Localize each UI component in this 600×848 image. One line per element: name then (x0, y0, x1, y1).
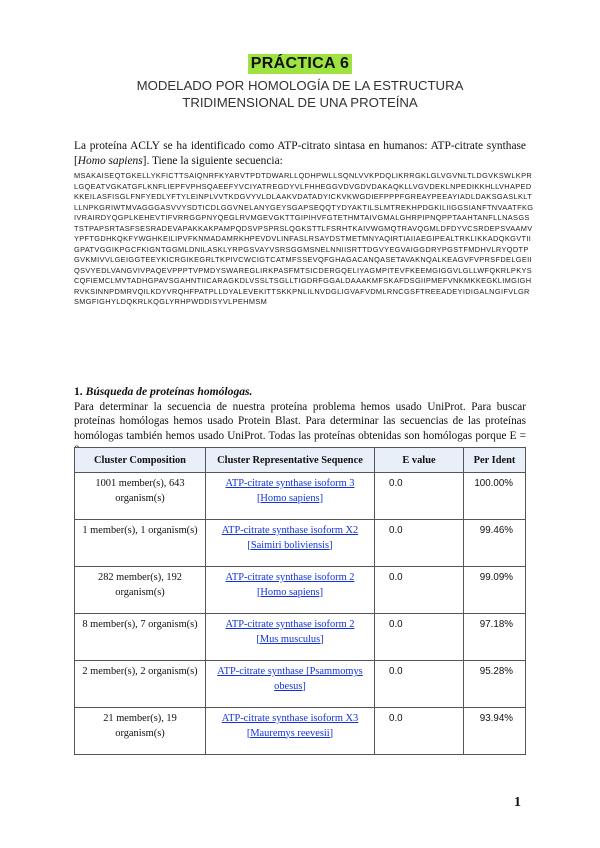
header-per-ident: Per Ident (464, 448, 526, 473)
cell-composition: 1001 member(s), 643 organism(s) (75, 473, 206, 520)
page-title: PRÁCTICA 6 (248, 54, 352, 74)
section-title: Búsqueda de proteínas homólogas. (85, 385, 253, 398)
sequence-species[interactable]: obesus] (274, 680, 306, 692)
cell-evalue: 0.0 (375, 708, 464, 755)
sequence-name[interactable]: ATP-citrate synthase isoform X2 (221, 525, 359, 536)
cell-ident: 97.18% (464, 614, 526, 661)
protein-sequence: MSAKAISEQTGKELLYKFICTTSAIQNRFKYARVTPDTDWARLLQDHPWLLSQNLVVKPDQLIKRRGKLGLVGVNLTLDGVKSWLKPRLGQEATVGKATGFLKNFLIEPFVPHSQAEEFYVCIYATREGDYVLFHHEGGVDVGDVDAKAQKLLVGVDEKLNPEDIKKHLLVHAPEDKKEILASFISGLFNFYEDLYFTYLEINPLVVTKDGVYVLDLAAKVDATADYICKVKWGDIEFPPPFGREAYPEEAYIADLDAKSGASLKLTLLNPKGRIWTMVAGGGASVVYSDTICDLGGVNELANYGEYSGAPSEQQTYDYAKTILSLMTREKHPDGKILIIGGSIANFTNVAATFKGIVRAIRDYQGPLKEHEVTIFVRRGGPNYQEGLRVMGEVGKTTGIPIHVFGTETHMTAIVGMALGHRPIPNQPPTAAHTANFLLNASGSTSTPAPSRTASFSESRADEVAPAKKAKPAMPQDSVPSPRSLQGKSTTLFSRHTKAIVWGMQTRAVQGMLDFDYVCSRDEPSVAAMVYPFTGDHKQKFYWGHKEILIPVFKNMADAMRKHPEVDVLINFASLRSAYDSTMETMNYAQIRTIAIIAEGIPEALTRKLIKKADQKGVTIIGPATVGGIKPGCFKIGNTGGMLDNILASKLYRPGSVAYVSRSGGMSNELNNIISRTTDGVYEGVAIGGDRYPGSTFMDHVLRYQDTPGVKMIVVLGEIGGTEEYKICRGIKEGRLTKPIVCWCIGTCATMFSSEVQFGHAGACANQASETAVAKNQALKEAGVFVPRSFDELGEIIQSVYEDLVANGVIVPAQEVPPPTVPMDYSWAREGLIRKPASFMTSICDERGQELIYAGMPITEVFKEEMGIGGVLGLLWFQKRLPKYSCQFIEMCLMVTADHGPAVSGAHNTIICARAGKDLVSSLTSGLLTIGDRFGGALDAAAKMFSKAFDSGIIPMEFVNKMKKEGKLIMGIGHRVKSINNPDMRVQILKDYVRQHFPATPLLDYALEVEKITTSKKPNLILNVDGLIGVAFVDMLRNCGSFTREEADEYIDIGALNGIFVLGRSMGFIGHYLDQKRLKQGLYRHPWDDISYVLPEHMSM (74, 171, 534, 306)
sequence-name[interactable]: ATP-citrate synthase [Psammomys (217, 666, 363, 677)
cell-evalue: 0.0 (375, 614, 464, 661)
section-paragraph: Para determinar la secuencia de nuestra proteína problema hemos usado UniProt. Para buscar proteínas homólogas hemos usado Protein Blast. Para determinar las secuencias de las proteínas homólogas también hemos usado UniProt. Todas las proteínas obtenidas son homólogas porque E = (74, 401, 526, 442)
sequence-name[interactable]: ATP-citrate synthase isoform X3 (221, 713, 359, 724)
subtitle (0, 78, 600, 111)
header-e-value: E value (375, 448, 464, 473)
cell-evalue: 0.0 (375, 661, 464, 708)
table-row (75, 708, 526, 755)
subtitle-line-1: MODELADO POR HOMOLOGÍA DE LA ESTRUCTURA (136, 78, 464, 93)
sequence-name[interactable]: ATP-citrate synthase isoform 3 (225, 478, 355, 489)
title-wrap (0, 54, 600, 74)
intro-text-after: ]. Tiene la siguiente secuencia: (142, 154, 283, 167)
table-row (75, 661, 526, 708)
table-row (75, 520, 526, 567)
cell-sequence-link[interactable] (206, 661, 375, 708)
section-heading (74, 385, 252, 398)
sequence-species[interactable]: [Homo sapiens] (256, 492, 324, 504)
cell-sequence-link[interactable] (206, 708, 375, 755)
sequence-species[interactable]: [Mus musculus] (256, 633, 324, 645)
sequence-name[interactable]: ATP-citrate synthase isoform 2 (225, 619, 355, 630)
sequence-species[interactable]: [Homo sapiens] (256, 586, 324, 598)
cell-sequence-link[interactable] (206, 614, 375, 661)
cell-ident: 99.46% (464, 520, 526, 567)
cell-sequence-link[interactable] (206, 473, 375, 520)
cell-composition: 282 member(s), 192 organism(s) (75, 567, 206, 614)
intro-text-before: La proteína ACLY se ha identificado como ATP-citrato sintasa en humanos: ATP-citrate synthase [ (74, 140, 526, 167)
page-number: 1 (514, 795, 521, 810)
header-representative-sequence: Cluster Representative Sequence (206, 448, 375, 473)
table-header-row (75, 448, 526, 473)
cell-ident: 93.94% (464, 708, 526, 755)
cell-ident: 100.00% (464, 473, 526, 520)
sequence-species[interactable]: [Mauremys reevesii] (246, 727, 334, 739)
cell-ident: 99.09% (464, 567, 526, 614)
cell-composition: 1 member(s), 1 organism(s) (75, 520, 206, 567)
blast-results-table (74, 447, 526, 755)
cell-composition: 21 member(s), 19 organism(s) (75, 708, 206, 755)
intro-species: Homo sapiens (77, 154, 143, 167)
subtitle-line-2: TRIDIMENSIONAL DE UNA PROTEÍNA (182, 94, 418, 110)
cell-sequence-link[interactable] (206, 567, 375, 614)
intro-paragraph (74, 139, 526, 168)
cell-composition: 8 member(s), 7 organism(s) (75, 614, 206, 661)
table-row (75, 567, 526, 614)
cell-evalue: 0.0 (375, 473, 464, 520)
cell-composition: 2 member(s), 2 organism(s) (75, 661, 206, 708)
table-row (75, 473, 526, 520)
cell-sequence-link[interactable] (206, 520, 375, 567)
cell-evalue: 0.0 (375, 567, 464, 614)
sequence-species[interactable]: [Saimiri boliviensis] (247, 539, 333, 551)
sequence-name[interactable]: ATP-citrate synthase isoform 2 (225, 572, 355, 583)
cell-ident: 95.28% (464, 661, 526, 708)
header-cluster-composition: Cluster Composition (75, 448, 206, 473)
cell-evalue: 0.0 (375, 520, 464, 567)
section-number: 1. (74, 385, 83, 398)
table-row (75, 614, 526, 661)
